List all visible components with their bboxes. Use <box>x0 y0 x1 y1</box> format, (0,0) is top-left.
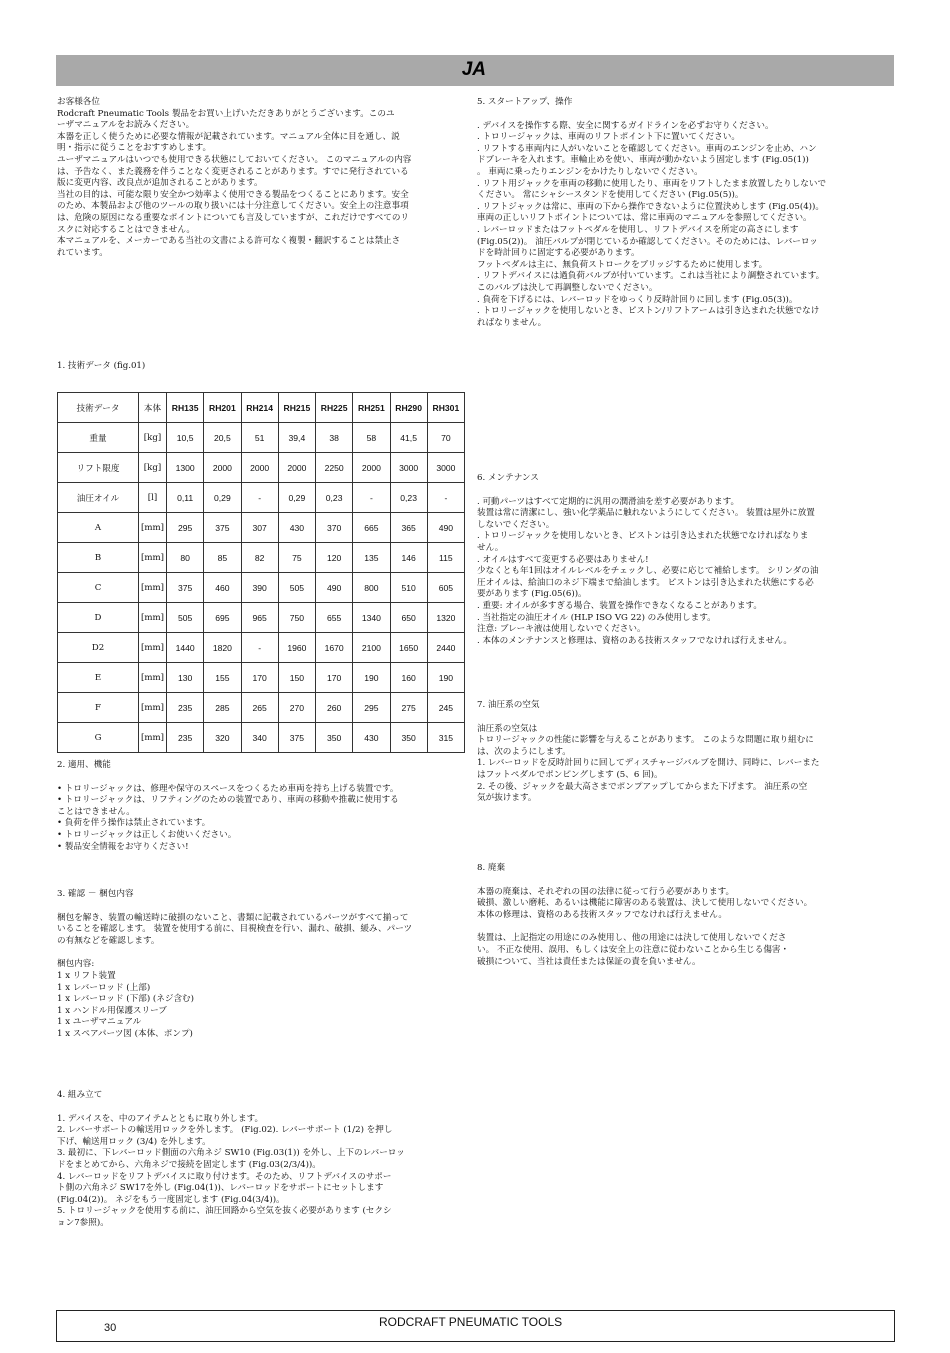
model-header-cell: RH201 <box>204 393 241 423</box>
value-cell: 375 <box>278 723 315 753</box>
text-line: (Fig.05(2))。 油圧バルブが閉じているか確認してください。そのためには、レバーロッ <box>477 236 818 247</box>
model-header-cell: RH214 <box>241 393 278 423</box>
text-line: • トロリージャックは、リフティングのための装置であり、車両の移動や推載に使用する <box>57 795 399 806</box>
value-cell: 0,23 <box>316 483 353 513</box>
text-line: ればなりません。 <box>477 317 547 328</box>
value-cell: 1440 <box>167 633 204 663</box>
text-line: . リフト用ジャックを車両の移動に使用したり、車両をリフトしたまま放置したりしないで <box>477 178 827 189</box>
row-unit-cell: [mm] <box>139 633 167 663</box>
check-text <box>57 913 465 948</box>
disposal-section <box>477 863 877 968</box>
text-line: ョン7参照)。 <box>57 1217 109 1228</box>
text-line: . レバーロッドまたはフットペダルを使用し、リフトデバイスを所定の高さにします <box>477 224 799 235</box>
maintenance-text <box>477 497 877 648</box>
text-line: ーザマニュアルをお読みください。 <box>57 120 195 131</box>
text-line: 当社の目的は、可能な限り安全かつ効率よく使用できる製品をつくることにあります。安全 <box>57 189 409 200</box>
value-cell: 665 <box>353 513 390 543</box>
text-line: ドをまとめてから、六角ネジで接続を固定します (Fig.03(2/3/4))。 <box>57 1159 321 1170</box>
text-line: . リフトジャックは常に、車両の下から操作できないように位置決めします (Fig.05(4))。 <box>477 201 824 212</box>
text-line: 装置は常に清潔にし、強い化学薬品に触れないようにしてください。 装置は屋外に放置 <box>477 508 815 519</box>
text-line: 要があります (Fig.05(6))。 <box>477 589 587 600</box>
text-line: 注意: ブレーキ液は使用しないでください。 <box>477 624 646 635</box>
text-line: . 負荷を下げるには、レバーロッドをゆっくり反時計回りに回します (Fig.05(3))。 <box>477 294 798 305</box>
text-line: 3. 最初に、下レバーロッド側面の六角ネジ SW10 (Fig.03(1)) を外し、上下のレバーロッ <box>57 1148 405 1159</box>
text-line: 下げ、輸送用ロック (3/4) を外します。 <box>57 1136 211 1147</box>
text-line: ト側の六角ネジ SW17を外し (Fig.04(1))、レバーロッドをサポートにセットします <box>57 1183 384 1194</box>
value-cell: 10,5 <box>167 423 204 453</box>
value-cell: 82 <box>241 543 278 573</box>
disposal-heading: 8. 廃棄 <box>477 863 506 873</box>
table-row <box>58 693 465 723</box>
value-cell: 2250 <box>316 453 353 483</box>
value-cell: 260 <box>316 693 353 723</box>
model-header-cell: RH215 <box>278 393 315 423</box>
value-cell: 58 <box>353 423 390 453</box>
text-line: 1 x スペアパーツ図 (本体、ポンプ) <box>57 1028 193 1039</box>
value-cell: 0,29 <box>278 483 315 513</box>
value-cell: 307 <box>241 513 278 543</box>
text-line: 2. レバーサポートの輸送用ロックを外します。 (Fig.02). レバーサポート (1/2) を押し <box>57 1125 393 1136</box>
text-line: ドブレーキを入れます。車輪止めを使い、車両が動かないよう固定します (Fig.05(1)) <box>477 155 809 166</box>
value-cell: 150 <box>278 663 315 693</box>
value-cell: 320 <box>204 723 241 753</box>
value-cell: 365 <box>390 513 427 543</box>
text-line: 車両の正しいリフトポイントについては、常に車両のマニュアルを参照してください。 <box>477 213 812 224</box>
model-header-cell: RH135 <box>167 393 204 423</box>
text-line: 本器を正しく使うために必要な情報が記載されています。マニュアル全体に目を通し、説 <box>57 131 400 142</box>
text-line: しないでください。 <box>477 519 555 530</box>
text-line: このバルブは決して再調整しないでください。 <box>477 282 658 293</box>
assembly-section <box>57 1090 465 1230</box>
text-line: ください。 常にシャシースタンドを使用してください (Fig.05(5))。 <box>477 190 744 201</box>
startup-heading: 5. スタートアップ、操作 <box>477 97 573 107</box>
row-unit-cell: [mm] <box>139 663 167 693</box>
value-cell: 2100 <box>353 633 390 663</box>
value-cell: 80 <box>167 543 204 573</box>
check-section <box>57 889 465 1041</box>
value-cell: 340 <box>241 723 278 753</box>
row-label-cell: D <box>58 603 139 633</box>
value-cell: 120 <box>316 543 353 573</box>
row-label-cell: A <box>58 513 139 543</box>
value-cell: 2000 <box>241 453 278 483</box>
text-line: ドを時計回りに固定する必要があります。 <box>477 248 640 259</box>
value-cell: 505 <box>278 573 315 603</box>
value-cell: 965 <box>241 603 278 633</box>
text-line: ことはできません。 <box>57 806 135 817</box>
maintenance-section <box>477 473 877 647</box>
text-line: せん。 <box>477 542 504 553</box>
text-line: 明・指示に従うことをおすすめします。 <box>57 143 212 154</box>
value-cell: 505 <box>167 603 204 633</box>
text-line: 梱包を解き、装置の輸送時に破損のないこと、書類に記載されているパーツがすべて揃って <box>57 912 409 923</box>
footer-brand: RODCRAFT PNEUMATIC TOOLS <box>379 1315 563 1329</box>
text-line: ユーザマニュアルはいつでも使用できる状態にしておいてください。 このマニュアルの内容 <box>57 154 412 165</box>
row-unit-cell: [mm] <box>139 573 167 603</box>
value-cell: 800 <box>353 573 390 603</box>
text-line: . トロリージャックを使用しないとき、ピストン/リフトアームは引き込まれた状態でなけ <box>477 306 820 317</box>
air-section <box>477 700 877 805</box>
value-cell: 0,23 <box>390 483 427 513</box>
table-row <box>58 603 465 633</box>
footer <box>56 1310 895 1342</box>
disposal-liability-text <box>477 933 877 968</box>
text-line: のため、本製品および他のツールの取り扱いには十分注意してください。安全上の注意事項 <box>57 201 409 212</box>
text-line: いることを確認します。 装置を使用する前に、目視検査を行い、漏れ、破損、緩み、パーツ <box>57 924 413 935</box>
text-line: 本器の廃棄は、それぞれの国の法律に従って行う必要があります。 <box>477 886 735 897</box>
table-row <box>58 723 465 753</box>
value-cell: 170 <box>241 663 278 693</box>
text-line: . リフトデバイスには過負荷バルブが付いています。これは当社により調整されています。 <box>477 271 825 282</box>
value-cell: 115 <box>427 543 464 573</box>
value-cell: 650 <box>390 603 427 633</box>
value-cell: 370 <box>316 513 353 543</box>
value-cell: 295 <box>167 513 204 543</box>
text-line: はフットペダルでポンピングします (5、6 回)。 <box>477 769 663 780</box>
table-row <box>58 573 465 603</box>
value-cell: 350 <box>390 723 427 753</box>
value-cell: - <box>241 483 278 513</box>
value-cell: 235 <box>167 693 204 723</box>
text-line: い。 不正な使用、誤用、もしくは安全上の注意に従わないことから生じる傷害・ <box>477 944 790 955</box>
tech-data-heading: 1. 技術データ (fig.01) <box>57 361 146 371</box>
value-cell: 20,5 <box>204 423 241 453</box>
row-label-cell: F <box>58 693 139 723</box>
value-cell: 85 <box>204 543 241 573</box>
assembly-heading: 4. 組み立て <box>57 1090 103 1100</box>
text-line: 。 車両に乗ったりエンジンをかけたりしないでください。 <box>477 166 703 177</box>
value-cell: 1650 <box>390 633 427 663</box>
value-cell: 3000 <box>390 453 427 483</box>
value-cell: 490 <box>427 513 464 543</box>
value-cell: 235 <box>167 723 204 753</box>
value-cell: 1300 <box>167 453 204 483</box>
row-label-cell: E <box>58 663 139 693</box>
table-row <box>58 483 465 513</box>
value-cell: 155 <box>204 663 241 693</box>
value-cell: 295 <box>353 693 390 723</box>
value-cell: 605 <box>427 573 464 603</box>
text-line: 少なくとも年1回はオイルレベルをチェックし、必要に応じて補給します。 シリンダの油 <box>477 566 819 577</box>
text-line: . リフトする車両内に人がいないことを確認してください。車両のエンジンを止め、ハン <box>477 143 817 154</box>
value-cell: 170 <box>316 663 353 693</box>
value-cell: 38 <box>316 423 353 453</box>
text-line: トロリージャックの性能に影響を与えることがあります。 このような問題に取り組むに <box>477 735 814 746</box>
text-line: 装置は、上記指定の用途にのみ使用し、他の用途には決して使用しないでくださ <box>477 933 787 944</box>
text-line: . オイルはすべて変更する必要はありません! <box>477 554 649 565</box>
value-cell: 51 <box>241 423 278 453</box>
text-line: の有無などを確認します。 <box>57 935 160 946</box>
text-line: は、危険の原因になる重要なポイントについても言及していますが、これだけですべてのリ <box>57 212 410 223</box>
value-cell: 430 <box>353 723 390 753</box>
usage-section <box>57 760 465 853</box>
value-cell: 3000 <box>427 453 464 483</box>
value-cell: 315 <box>427 723 464 753</box>
text-line: . 重要: オイルが多すぎる場合、装置を操作できなくなることがあります。 <box>477 600 762 611</box>
text-line: . デバイスを操作する際、安全に関するガイドラインを必ずお守りください。 <box>477 120 774 131</box>
value-cell: 1820 <box>204 633 241 663</box>
row-unit-cell: [mm] <box>139 603 167 633</box>
value-cell: 1320 <box>427 603 464 633</box>
table-header-cell: 本体 <box>139 393 167 423</box>
text-line: れています。 <box>57 247 108 258</box>
text-line: フットペダルは主に、無負荷ストロークをブリッジするために使用します。 <box>477 259 768 270</box>
value-cell: 265 <box>241 693 278 723</box>
value-cell: 146 <box>390 543 427 573</box>
value-cell: 750 <box>278 603 315 633</box>
language-code: JA <box>461 59 486 80</box>
table-row <box>58 513 465 543</box>
disposal-text <box>477 887 877 922</box>
text-line: 1 x レバーロッド (下部) (ネジ含む) <box>57 994 195 1005</box>
value-cell: 75 <box>278 543 315 573</box>
value-cell: 460 <box>204 573 241 603</box>
row-label-cell: C <box>58 573 139 603</box>
text-line: 4. レバーロッドをリフトデバイスに取り付けます。そのため、リフトデバイスのサポー <box>57 1171 392 1182</box>
startup-section <box>477 97 877 329</box>
value-cell: 0,29 <box>204 483 241 513</box>
row-label-cell: D2 <box>58 633 139 663</box>
value-cell: 190 <box>353 663 390 693</box>
row-unit-cell: [mm] <box>139 543 167 573</box>
intro-text <box>57 109 465 260</box>
intro-greeting: お客様各位 <box>57 97 100 107</box>
table-row <box>58 663 465 693</box>
language-header-bar <box>56 55 894 86</box>
table-header-row <box>58 393 465 423</box>
value-cell: 2000 <box>353 453 390 483</box>
text-line: . 可動パーツはすべて定期的に汎用の潤滑油を差す必要があります。 <box>477 496 740 507</box>
value-cell: 245 <box>427 693 464 723</box>
text-line: 1. レバーロッドを反時計回りに回してディスチャージバルブを開け、同時に、レバーまた <box>477 758 820 769</box>
text-line: 版に変更内容、改良点が追加されることがあります。 <box>57 178 263 189</box>
text-line: . 当社指定の油圧オイル (HLP ISO VG 22) のみ使用します。 <box>477 612 716 623</box>
text-line: 破損について、当社は責任または保証の責を負いません。 <box>477 956 701 967</box>
value-cell: - <box>241 633 278 663</box>
row-unit-cell: [mm] <box>139 693 167 723</box>
row-label-cell: リフト限度 <box>58 453 139 483</box>
text-line: 本体の修理は、資格のある技術スタッフでなければ行えません。 <box>477 909 727 920</box>
model-header-cell: RH225 <box>316 393 353 423</box>
text-line: 5. トロリージャックを使用する前に、油圧回路から空気を抜く必要があります (セクシ <box>57 1206 392 1217</box>
text-line: 圧オイルは、給油口のネジ下端まで給油します。 ピストンは引き込まれた状態にする必 <box>477 577 814 588</box>
value-cell: 1670 <box>316 633 353 663</box>
air-text <box>477 724 877 805</box>
value-cell: 1340 <box>353 603 390 633</box>
table-row <box>58 543 465 573</box>
check-heading: 3. 確認 － 梱包内容 <box>57 889 134 899</box>
table-row <box>58 633 465 663</box>
text-line: 本マニュアルを、メーカーである当社の文書による許可なく複製・翻訳することは禁止さ <box>57 236 401 247</box>
value-cell: 160 <box>390 663 427 693</box>
text-line: . トロリージャックは、車両のリフトポイント下に置いてください。 <box>477 132 740 143</box>
value-cell: 490 <box>316 573 353 603</box>
page-number: 30 <box>104 1322 117 1334</box>
text-line: • トロリージャックは、修理や保守のスペースをつくるため車両を持ち上げる装置です。 <box>57 783 399 794</box>
text-line: 破損、激しい磨耗、あるいは機能に障害のある装置は、決して使用しないでください。 <box>477 898 813 909</box>
model-header-cell: RH290 <box>390 393 427 423</box>
text-line: スクに対応することはできません。 <box>57 224 196 235</box>
assembly-text <box>57 1114 465 1230</box>
text-line: . 本体のメンテナンスと修理は、資格のある技術スタッフでなければ行えません。 <box>477 635 792 646</box>
text-line: • トロリージャックは正しくお使いください。 <box>57 829 237 840</box>
value-cell: 2000 <box>278 453 315 483</box>
tech-data-title <box>57 361 465 373</box>
text-line: 油圧系の空気は <box>477 723 538 734</box>
value-cell: 275 <box>390 693 427 723</box>
value-cell: 350 <box>316 723 353 753</box>
value-cell: 430 <box>278 513 315 543</box>
row-label-cell: G <box>58 723 139 753</box>
text-line: Rodcraft Pneumatic Tools 製品をお買い上げいただきありがとうございます。このユ <box>57 108 395 119</box>
text-line: 1. デバイスを、中のアイテムとともに取り外します。 <box>57 1113 264 1124</box>
value-cell: 285 <box>204 693 241 723</box>
row-unit-cell: [kg] <box>139 423 167 453</box>
startup-text <box>477 121 877 330</box>
package-contents-list <box>57 971 465 1041</box>
usage-heading: 2. 適用、機能 <box>57 760 111 770</box>
value-cell: 655 <box>316 603 353 633</box>
row-label-cell: B <box>58 543 139 573</box>
text-line: は、次のようにします。 <box>477 746 571 757</box>
text-line: 2. その後、ジャックを最大高さまでポンプアップしてからまた下げます。 油圧系の空 <box>477 781 808 792</box>
text-line: 1 x リフト装置 <box>57 970 116 981</box>
contents-heading: 梱包内容: <box>57 959 95 970</box>
row-label-cell: 重量 <box>58 423 139 453</box>
model-header-cell: RH251 <box>353 393 390 423</box>
value-cell: 390 <box>241 573 278 603</box>
row-unit-cell: [mm] <box>139 513 167 543</box>
text-line: は、予告なく、また義務を伴うことなく変更されることがあります。すでに発行されている <box>57 166 409 177</box>
value-cell: 70 <box>427 423 464 453</box>
value-cell: 375 <box>204 513 241 543</box>
intro-section <box>57 97 465 259</box>
value-cell: 0,11 <box>167 483 204 513</box>
value-cell: 2440 <box>427 633 464 663</box>
text-line: 1 x ユーザマニュアル <box>57 1017 142 1028</box>
value-cell: 510 <box>390 573 427 603</box>
value-cell: 270 <box>278 693 315 723</box>
value-cell: 2000 <box>204 453 241 483</box>
text-line: 1 x ハンドル用保護スリーブ <box>57 1005 167 1016</box>
table-row <box>58 423 465 453</box>
row-label-cell: 油圧オイル <box>58 483 139 513</box>
value-cell: 130 <box>167 663 204 693</box>
row-unit-cell: [mm] <box>139 723 167 753</box>
value-cell: 190 <box>427 663 464 693</box>
value-cell: 1960 <box>278 633 315 663</box>
value-cell: - <box>427 483 464 513</box>
value-cell: 375 <box>167 573 204 603</box>
value-cell: 39,4 <box>278 423 315 453</box>
value-cell: 695 <box>204 603 241 633</box>
table-header-cell: 技術データ <box>58 393 139 423</box>
value-cell: - <box>353 483 390 513</box>
value-cell: 135 <box>353 543 390 573</box>
maintenance-heading: 6. メンテナンス <box>477 473 539 483</box>
text-line: 1 x レバーロッド (上部) <box>57 982 151 993</box>
text-line: . トロリージャックを使用しないとき、ピストンは引き込まれた状態でなければなりま <box>477 531 809 542</box>
text-line: (Fig.04(2))。 ネジをもう一度固定します (Fig.04(3/4))。 <box>57 1194 285 1205</box>
table-row <box>58 453 465 483</box>
model-header-cell: RH301 <box>427 393 464 423</box>
air-heading: 7. 油圧系の空気 <box>477 700 540 710</box>
usage-text <box>57 784 465 854</box>
text-line: 気が抜けます。 <box>477 793 537 804</box>
row-unit-cell: [l] <box>139 483 167 513</box>
text-line: • 製品安全情報をお守りください! <box>57 841 189 852</box>
row-unit-cell: [kg] <box>139 453 167 483</box>
value-cell: 41,5 <box>390 423 427 453</box>
text-line: • 負荷を伴う操作は禁止されています。 <box>57 818 211 829</box>
tech-data-table <box>57 392 465 753</box>
